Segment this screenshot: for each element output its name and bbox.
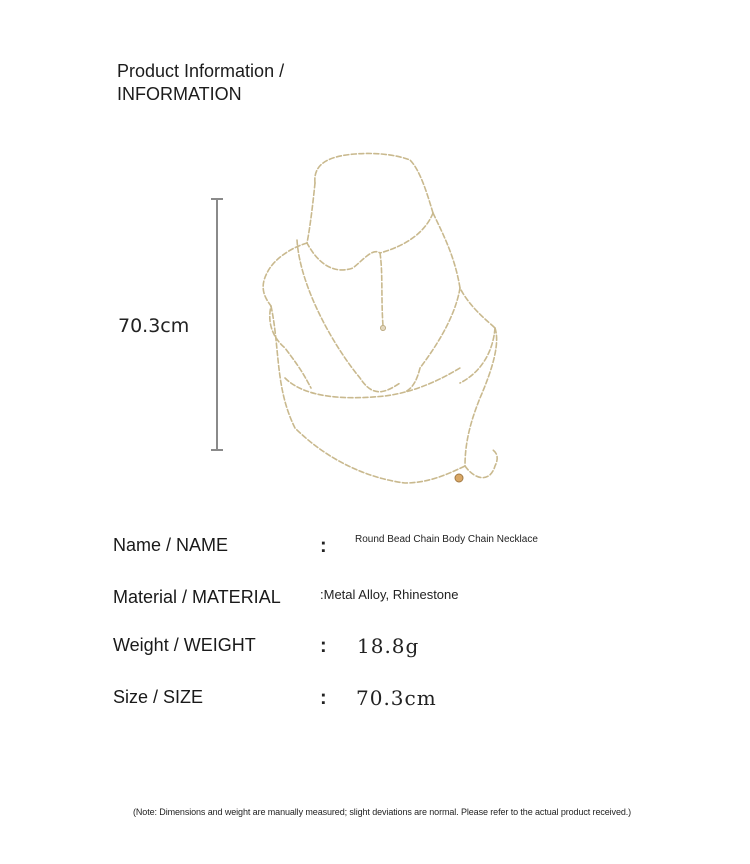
clasp-icon xyxy=(455,474,463,482)
weight-colon: : xyxy=(320,635,327,657)
size-value: 70.3cm xyxy=(356,686,437,710)
size-label: Size / SIZE xyxy=(113,687,204,707)
page-title-line-1: Product Information / xyxy=(117,61,285,81)
length-measurement: 70.3cm xyxy=(118,315,190,337)
name-colon: : xyxy=(320,535,327,557)
material-value: :Metal Alloy, Rhinestone xyxy=(320,587,459,602)
page-title-line-2: INFORMATION xyxy=(117,84,242,104)
material-label: Material / MATERIAL xyxy=(113,587,281,607)
measurement-note: (Note: Dimensions and weight are manually measured; slight deviations are normal. Please refer to the actual product received.) xyxy=(133,807,632,817)
body-chain-necklace-image xyxy=(255,148,525,498)
ruler-bar xyxy=(216,198,218,451)
size-colon: : xyxy=(320,687,327,709)
length-ruler xyxy=(211,198,223,451)
weight-label: Weight / WEIGHT xyxy=(113,635,256,655)
ruler-bottom-cap xyxy=(211,449,223,451)
name-value: Round Bead Chain Body Chain Necklace xyxy=(355,534,538,545)
name-label: Name / NAME xyxy=(113,535,229,555)
weight-value: 18.8g xyxy=(357,634,420,658)
page-title xyxy=(117,60,284,106)
